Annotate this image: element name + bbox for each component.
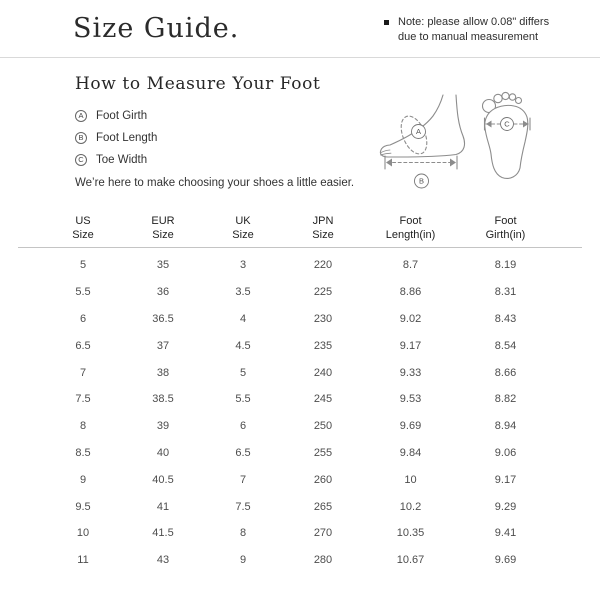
table-cell: 5.5 <box>75 286 91 299</box>
table-cell: 7.5 <box>75 393 91 406</box>
circle-c-icon: C <box>75 154 87 166</box>
table-cell: 9.17 <box>494 473 517 486</box>
table-row <box>43 252 553 279</box>
sole-toe-2 <box>494 94 502 102</box>
section-heading: How to Measure Your Foot <box>75 74 321 94</box>
table-cell: 235 <box>313 339 333 352</box>
table-row <box>43 466 553 493</box>
sole-toe-5 <box>516 98 522 104</box>
column-header-foot-length: Foot Length(in) <box>385 215 436 241</box>
table-cell: 250 <box>313 420 333 433</box>
table-cell: 41.5 <box>152 527 174 540</box>
table-cell: 8.54 <box>494 339 517 352</box>
table-cell: 245 <box>313 393 333 406</box>
table-cell: 8.5 <box>75 446 91 459</box>
table-cell: 9 <box>79 473 87 486</box>
table-cell: 41 <box>156 500 170 513</box>
table-cell: 230 <box>313 312 333 325</box>
table-cell: 5 <box>79 259 87 272</box>
table-cell: 9.17 <box>399 339 422 352</box>
table-cell: 7 <box>239 473 247 486</box>
table-row <box>43 359 553 386</box>
note-line-1: Note: please allow 0.08" differs <box>398 16 550 28</box>
table-cell: 38 <box>156 366 170 379</box>
table-cell: 35 <box>156 259 170 272</box>
table-cell: 10.67 <box>396 554 425 567</box>
column-header-foot-girth: Foot Girth(in) <box>485 215 526 241</box>
table-cell: 240 <box>313 366 333 379</box>
table-cell: 9.53 <box>399 393 422 406</box>
table-cell: 4 <box>239 312 247 325</box>
table-cell: 260 <box>313 473 333 486</box>
table-row <box>43 520 553 547</box>
table-cell: 220 <box>313 259 333 272</box>
table-cell: 8 <box>239 527 247 540</box>
table-row <box>43 413 553 440</box>
header-divider <box>0 57 600 58</box>
table-row <box>43 493 553 520</box>
tagline-text: We’re here to make choosing your shoes a little easier. <box>75 177 355 189</box>
table-cell: 8.7 <box>402 259 419 272</box>
table-row <box>43 279 553 306</box>
table-cell: 5 <box>239 366 247 379</box>
note-text <box>398 15 549 44</box>
table-cell: 9.29 <box>494 500 517 513</box>
table-cell: 280 <box>313 554 333 567</box>
table-cell: 3 <box>239 259 247 272</box>
circle-b-icon: B <box>75 132 87 144</box>
table-cell: 9.5 <box>75 500 91 513</box>
legend-label: Toe Width <box>96 154 148 166</box>
table-cell: 40.5 <box>152 473 174 486</box>
legend-item-foot-girth <box>75 105 157 127</box>
table-cell: 8.43 <box>494 312 517 325</box>
table-cell: 9.69 <box>399 420 422 433</box>
measurement-note <box>384 15 549 44</box>
table-cell: 9.02 <box>399 312 422 325</box>
table-cell: 6 <box>239 420 247 433</box>
measure-legend <box>75 105 157 171</box>
column-header-eur-size: EUR Size <box>151 215 175 241</box>
note-line-2: due to manual measurement <box>398 30 539 43</box>
table-cell: 10.35 <box>396 527 425 540</box>
table-cell: 9.06 <box>494 446 517 459</box>
table-cell: 8.94 <box>494 420 517 433</box>
size-conversion-table <box>43 204 553 574</box>
legend-item-foot-length <box>75 127 157 149</box>
table-cell: 9.41 <box>494 527 517 540</box>
table-cell: 11 <box>77 554 89 567</box>
table-cell: 4.5 <box>235 339 251 352</box>
sole-outline <box>485 105 528 178</box>
table-cell: 40 <box>156 446 170 459</box>
table-cell: 270 <box>313 527 333 540</box>
table-cell: 8.66 <box>494 366 517 379</box>
table-cell: 38.5 <box>152 393 174 406</box>
sole-toe-4 <box>509 94 515 100</box>
table-row <box>43 440 553 467</box>
table-row <box>43 332 553 359</box>
table-cell: 9.69 <box>494 554 517 567</box>
table-cell: 8.19 <box>494 259 517 272</box>
table-header-divider <box>18 247 582 248</box>
column-header-us-size: US Size <box>72 215 94 241</box>
size-table-body <box>43 252 553 574</box>
table-cell: 10 <box>76 527 90 540</box>
table-cell: 225 <box>313 286 333 299</box>
diagram-label-a: A <box>415 127 422 137</box>
table-cell: 3.5 <box>235 286 251 299</box>
table-cell: 39 <box>156 420 170 433</box>
column-header-jpn-size: JPN Size <box>312 215 334 241</box>
table-cell: 8.82 <box>494 393 517 406</box>
table-cell: 6 <box>79 312 87 325</box>
size-table-header <box>43 204 553 252</box>
foot-diagram-illustration <box>368 86 548 200</box>
table-cell: 10 <box>404 473 417 486</box>
table-row <box>43 306 553 333</box>
circle-a-icon: A <box>75 110 87 122</box>
table-cell: 36 <box>156 286 170 299</box>
table-cell: 5.5 <box>235 393 251 406</box>
table-cell: 8 <box>79 420 87 433</box>
table-cell: 7 <box>79 366 87 379</box>
table-cell: 37 <box>156 339 170 352</box>
table-cell: 9.84 <box>399 446 422 459</box>
diagram-label-c: C <box>504 119 510 129</box>
square-bullet-icon <box>384 20 389 25</box>
table-cell: 7.5 <box>235 500 251 513</box>
page-title: Size Guide. <box>73 13 240 44</box>
toe-detail-lines <box>381 150 392 155</box>
table-cell: 255 <box>313 446 333 459</box>
legend-label: Foot Length <box>96 132 158 144</box>
table-cell: 6.5 <box>235 446 251 459</box>
column-header-uk-size: UK Size <box>232 215 254 241</box>
table-cell: 36.5 <box>152 312 174 325</box>
legend-label: Foot Girth <box>96 110 148 122</box>
foot-measurement-diagram <box>368 86 548 200</box>
table-row <box>43 386 553 413</box>
table-cell: 8.86 <box>399 286 422 299</box>
table-cell: 6.5 <box>75 339 91 352</box>
table-cell: 10.2 <box>399 500 422 513</box>
sole-toe-3 <box>502 92 509 99</box>
table-cell: 265 <box>313 500 333 513</box>
table-cell: 43 <box>156 554 170 567</box>
table-row <box>43 547 553 574</box>
table-cell: 9.33 <box>399 366 422 379</box>
table-cell: 9 <box>239 554 247 567</box>
legend-item-toe-width <box>75 149 157 171</box>
table-cell: 8.31 <box>494 286 517 299</box>
diagram-label-b: B <box>418 176 425 186</box>
